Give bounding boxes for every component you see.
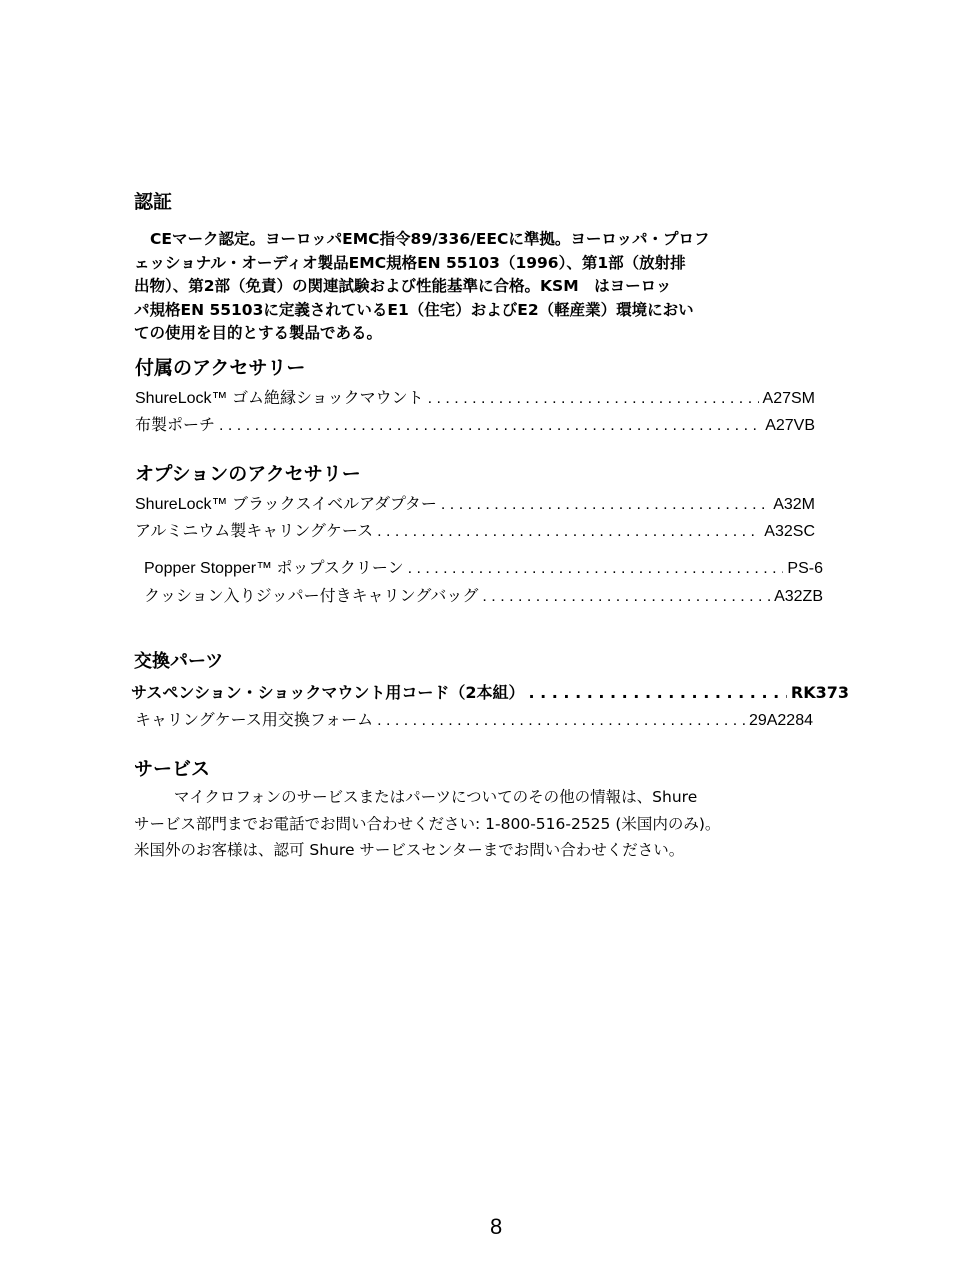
service-line: マイクロフォンのサービスまたはパーツについてのその他の情報は、Shure — [174, 788, 698, 806]
leader-dots — [441, 495, 769, 515]
part-name: サスペンション・ショックマウント用コード（2本組） — [131, 683, 525, 702]
accessory-code: A27SM — [762, 390, 815, 407]
accessory-name: ShureLock™ ゴム絶縁ショックマウント — [135, 390, 424, 407]
leader-dots — [408, 559, 784, 579]
accessory-row — [135, 495, 815, 515]
service-heading: サービス — [134, 758, 211, 780]
certification-line: CEマーク認定。ヨーロッパEMC指令89/336/EECに準拠。ヨーロッパ・プロフ — [150, 230, 710, 248]
accessory-name: ShureLock™ ブラックスイベルアダプター — [135, 496, 437, 513]
accessory-code: A32SC — [764, 523, 815, 540]
certification-line: ェッショナル・オーディオ製品EMC規格EN 55103（1996）、第1部（放射排 — [134, 253, 686, 272]
part-row — [135, 711, 813, 731]
service-paragraph — [134, 784, 720, 864]
leader-dots — [219, 416, 761, 436]
accessory-row — [135, 416, 815, 436]
included-accessories-heading: 付属のアクセサリー — [135, 357, 306, 379]
part-name: キャリングケース用交換フォーム — [135, 712, 374, 729]
accessory-name: クッション入りジッパー付きキャリングバッグ — [144, 588, 479, 605]
service-line: サービス部門までお電話でお問い合わせください: 1-800-516-2525 (米国内のみ)。 — [134, 814, 721, 833]
accessory-name: 布製ポーチ — [135, 417, 216, 434]
service-line: 米国外のお客様は、認可 Shure サービスセンターまでお問い合わせください。 — [134, 841, 685, 859]
part-code: RK373 — [790, 683, 849, 702]
leader-dots — [482, 587, 770, 607]
certification-line: パ規格EN 55103に定義されているE1（住宅）およびE2（軽産業）環境におい — [134, 300, 694, 319]
accessory-code: A32M — [773, 496, 815, 513]
leader-dots — [377, 522, 760, 542]
page-number: 8 — [490, 1214, 503, 1239]
optional-accessories-heading: オプションのアクセサリー — [135, 463, 361, 485]
accessory-code: PS-6 — [787, 560, 823, 577]
accessory-row — [135, 389, 815, 409]
accessory-row — [144, 587, 823, 607]
leader-dots — [428, 389, 759, 409]
part-code: 29A2284 — [748, 712, 813, 729]
certification-heading: 認証 — [134, 191, 173, 213]
replacement-parts-heading: 交換パーツ — [134, 651, 224, 672]
leader-dots — [377, 711, 745, 731]
certification-line: ての使用を目的とする製品である。 — [134, 324, 383, 342]
accessory-code: A27VB — [765, 417, 815, 434]
leader-dots — [528, 683, 786, 703]
accessory-row — [135, 522, 815, 542]
certification-line: 出物）、第2部（免責）の関連試験および性能基準に合格。KSM はヨーロッ — [134, 277, 672, 295]
accessory-code: A32ZB — [774, 588, 823, 605]
certification-paragraph — [134, 228, 814, 346]
accessory-row — [144, 559, 823, 579]
accessory-name: アルミニウム製キャリングケース — [135, 523, 374, 540]
accessory-name: Popper Stopper™ ポップスクリーン — [144, 560, 404, 577]
part-row — [131, 683, 849, 703]
